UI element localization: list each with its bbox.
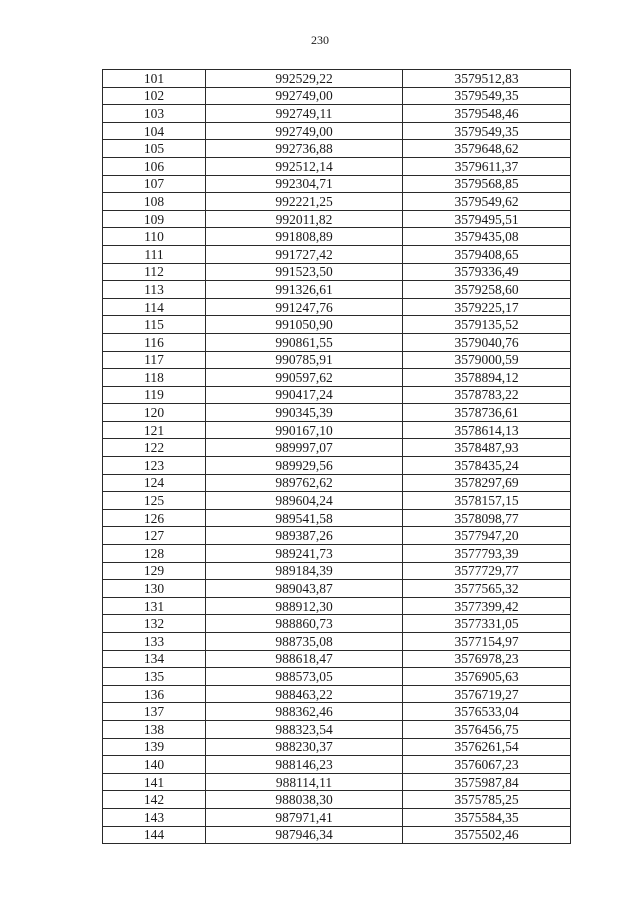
point-number-cell: 108 bbox=[103, 193, 206, 211]
point-number-cell: 131 bbox=[103, 597, 206, 615]
y-coordinate-cell: 3575502,46 bbox=[403, 826, 571, 844]
x-coordinate-cell: 987946,34 bbox=[206, 826, 403, 844]
point-number-cell: 116 bbox=[103, 333, 206, 351]
x-coordinate-cell: 988362,46 bbox=[206, 703, 403, 721]
table-row bbox=[103, 421, 571, 439]
coordinates-table-body bbox=[103, 70, 571, 844]
y-coordinate-cell: 3579568,85 bbox=[403, 175, 571, 193]
table-row bbox=[103, 386, 571, 404]
table-row bbox=[103, 351, 571, 369]
y-coordinate-cell: 3577331,05 bbox=[403, 615, 571, 633]
y-coordinate-cell: 3579225,17 bbox=[403, 298, 571, 316]
point-number-cell: 125 bbox=[103, 492, 206, 510]
table-row bbox=[103, 545, 571, 563]
x-coordinate-cell: 988912,30 bbox=[206, 597, 403, 615]
point-number-cell: 124 bbox=[103, 474, 206, 492]
table-row bbox=[103, 457, 571, 475]
table-row bbox=[103, 210, 571, 228]
table-row bbox=[103, 298, 571, 316]
y-coordinate-cell: 3579135,52 bbox=[403, 316, 571, 334]
y-coordinate-cell: 3579648,62 bbox=[403, 140, 571, 158]
point-number-cell: 137 bbox=[103, 703, 206, 721]
y-coordinate-cell: 3576261,54 bbox=[403, 738, 571, 756]
x-coordinate-cell: 991050,90 bbox=[206, 316, 403, 334]
point-number-cell: 118 bbox=[103, 369, 206, 387]
point-number-cell: 135 bbox=[103, 668, 206, 686]
table-row bbox=[103, 720, 571, 738]
x-coordinate-cell: 988146,23 bbox=[206, 756, 403, 774]
table-row bbox=[103, 738, 571, 756]
x-coordinate-cell: 988230,37 bbox=[206, 738, 403, 756]
table-row bbox=[103, 756, 571, 774]
y-coordinate-cell: 3579549,62 bbox=[403, 193, 571, 211]
point-number-cell: 128 bbox=[103, 545, 206, 563]
table-row bbox=[103, 122, 571, 140]
x-coordinate-cell: 990785,91 bbox=[206, 351, 403, 369]
point-number-cell: 109 bbox=[103, 210, 206, 228]
table-row bbox=[103, 527, 571, 545]
y-coordinate-cell: 3579408,65 bbox=[403, 245, 571, 263]
table-row bbox=[103, 597, 571, 615]
table-row bbox=[103, 668, 571, 686]
y-coordinate-cell: 3579512,83 bbox=[403, 70, 571, 88]
point-number-cell: 130 bbox=[103, 580, 206, 598]
x-coordinate-cell: 989387,26 bbox=[206, 527, 403, 545]
y-coordinate-cell: 3578435,24 bbox=[403, 457, 571, 475]
x-coordinate-cell: 988463,22 bbox=[206, 685, 403, 703]
y-coordinate-cell: 3576719,27 bbox=[403, 685, 571, 703]
point-number-cell: 133 bbox=[103, 633, 206, 651]
x-coordinate-cell: 988323,54 bbox=[206, 720, 403, 738]
point-number-cell: 138 bbox=[103, 720, 206, 738]
point-number-cell: 134 bbox=[103, 650, 206, 668]
y-coordinate-cell: 3578894,12 bbox=[403, 369, 571, 387]
point-number-cell: 123 bbox=[103, 457, 206, 475]
x-coordinate-cell: 991808,89 bbox=[206, 228, 403, 246]
y-coordinate-cell: 3578487,93 bbox=[403, 439, 571, 457]
table-row bbox=[103, 404, 571, 422]
x-coordinate-cell: 990417,24 bbox=[206, 386, 403, 404]
point-number-cell: 104 bbox=[103, 122, 206, 140]
point-number-cell: 142 bbox=[103, 791, 206, 809]
table-row bbox=[103, 509, 571, 527]
table-row bbox=[103, 175, 571, 193]
table-row bbox=[103, 580, 571, 598]
point-number-cell: 101 bbox=[103, 70, 206, 88]
point-number-cell: 122 bbox=[103, 439, 206, 457]
page-number: 230 bbox=[311, 33, 329, 47]
y-coordinate-cell: 3576067,23 bbox=[403, 756, 571, 774]
x-coordinate-cell: 988618,47 bbox=[206, 650, 403, 668]
y-coordinate-cell: 3578736,61 bbox=[403, 404, 571, 422]
point-number-cell: 115 bbox=[103, 316, 206, 334]
x-coordinate-cell: 992512,14 bbox=[206, 157, 403, 175]
y-coordinate-cell: 3577793,39 bbox=[403, 545, 571, 563]
y-coordinate-cell: 3579336,49 bbox=[403, 263, 571, 281]
point-number-cell: 132 bbox=[103, 615, 206, 633]
table-row bbox=[103, 474, 571, 492]
table-row bbox=[103, 245, 571, 263]
x-coordinate-cell: 992749,11 bbox=[206, 105, 403, 123]
point-number-cell: 105 bbox=[103, 140, 206, 158]
y-coordinate-cell: 3579040,76 bbox=[403, 333, 571, 351]
x-coordinate-cell: 988573,05 bbox=[206, 668, 403, 686]
point-number-cell: 140 bbox=[103, 756, 206, 774]
point-number-cell: 103 bbox=[103, 105, 206, 123]
x-coordinate-cell: 988860,73 bbox=[206, 615, 403, 633]
y-coordinate-cell: 3579435,08 bbox=[403, 228, 571, 246]
x-coordinate-cell: 991727,42 bbox=[206, 245, 403, 263]
point-number-cell: 111 bbox=[103, 245, 206, 263]
table-row bbox=[103, 157, 571, 175]
x-coordinate-cell: 992529,22 bbox=[206, 70, 403, 88]
y-coordinate-cell: 3577565,32 bbox=[403, 580, 571, 598]
y-coordinate-cell: 3576456,75 bbox=[403, 720, 571, 738]
point-number-cell: 119 bbox=[103, 386, 206, 404]
table-row bbox=[103, 281, 571, 299]
y-coordinate-cell: 3578783,22 bbox=[403, 386, 571, 404]
x-coordinate-cell: 991326,61 bbox=[206, 281, 403, 299]
x-coordinate-cell: 990597,62 bbox=[206, 369, 403, 387]
table-row bbox=[103, 492, 571, 510]
y-coordinate-cell: 3577729,77 bbox=[403, 562, 571, 580]
point-number-cell: 129 bbox=[103, 562, 206, 580]
y-coordinate-cell: 3576533,04 bbox=[403, 703, 571, 721]
y-coordinate-cell: 3579258,60 bbox=[403, 281, 571, 299]
point-number-cell: 112 bbox=[103, 263, 206, 281]
y-coordinate-cell: 3577154,97 bbox=[403, 633, 571, 651]
x-coordinate-cell: 989604,24 bbox=[206, 492, 403, 510]
y-coordinate-cell: 3577947,20 bbox=[403, 527, 571, 545]
x-coordinate-cell: 989997,07 bbox=[206, 439, 403, 457]
x-coordinate-cell: 990167,10 bbox=[206, 421, 403, 439]
x-coordinate-cell: 990345,39 bbox=[206, 404, 403, 422]
x-coordinate-cell: 991523,50 bbox=[206, 263, 403, 281]
point-number-cell: 144 bbox=[103, 826, 206, 844]
y-coordinate-cell: 3576905,63 bbox=[403, 668, 571, 686]
point-number-cell: 110 bbox=[103, 228, 206, 246]
table-row bbox=[103, 773, 571, 791]
x-coordinate-cell: 989241,73 bbox=[206, 545, 403, 563]
table-row bbox=[103, 808, 571, 826]
point-number-cell: 121 bbox=[103, 421, 206, 439]
table-row bbox=[103, 369, 571, 387]
y-coordinate-cell: 3579495,51 bbox=[403, 210, 571, 228]
y-coordinate-cell: 3579549,35 bbox=[403, 122, 571, 140]
x-coordinate-cell: 988038,30 bbox=[206, 791, 403, 809]
point-number-cell: 106 bbox=[103, 157, 206, 175]
table-row bbox=[103, 439, 571, 457]
x-coordinate-cell: 992221,25 bbox=[206, 193, 403, 211]
point-number-cell: 102 bbox=[103, 87, 206, 105]
x-coordinate-cell: 992749,00 bbox=[206, 87, 403, 105]
point-number-cell: 141 bbox=[103, 773, 206, 791]
table-row bbox=[103, 791, 571, 809]
point-number-cell: 107 bbox=[103, 175, 206, 193]
table-row bbox=[103, 70, 571, 88]
table-row bbox=[103, 263, 571, 281]
table-row bbox=[103, 193, 571, 211]
x-coordinate-cell: 988735,08 bbox=[206, 633, 403, 651]
table-row bbox=[103, 826, 571, 844]
x-coordinate-cell: 988114,11 bbox=[206, 773, 403, 791]
y-coordinate-cell: 3575584,35 bbox=[403, 808, 571, 826]
point-number-cell: 139 bbox=[103, 738, 206, 756]
y-coordinate-cell: 3578157,15 bbox=[403, 492, 571, 510]
table-row bbox=[103, 140, 571, 158]
x-coordinate-cell: 989929,56 bbox=[206, 457, 403, 475]
y-coordinate-cell: 3579549,35 bbox=[403, 87, 571, 105]
y-coordinate-cell: 3576978,23 bbox=[403, 650, 571, 668]
coordinates-table bbox=[102, 69, 571, 844]
table-row bbox=[103, 228, 571, 246]
point-number-cell: 120 bbox=[103, 404, 206, 422]
x-coordinate-cell: 992736,88 bbox=[206, 140, 403, 158]
table-row bbox=[103, 650, 571, 668]
y-coordinate-cell: 3577399,42 bbox=[403, 597, 571, 615]
point-number-cell: 126 bbox=[103, 509, 206, 527]
table-row bbox=[103, 105, 571, 123]
x-coordinate-cell: 989541,58 bbox=[206, 509, 403, 527]
y-coordinate-cell: 3575785,25 bbox=[403, 791, 571, 809]
table-row bbox=[103, 316, 571, 334]
table-row bbox=[103, 633, 571, 651]
point-number-cell: 143 bbox=[103, 808, 206, 826]
point-number-cell: 113 bbox=[103, 281, 206, 299]
x-coordinate-cell: 991247,76 bbox=[206, 298, 403, 316]
point-number-cell: 117 bbox=[103, 351, 206, 369]
table-row bbox=[103, 685, 571, 703]
x-coordinate-cell: 989184,39 bbox=[206, 562, 403, 580]
x-coordinate-cell: 987971,41 bbox=[206, 808, 403, 826]
y-coordinate-cell: 3579548,46 bbox=[403, 105, 571, 123]
x-coordinate-cell: 989762,62 bbox=[206, 474, 403, 492]
y-coordinate-cell: 3578297,69 bbox=[403, 474, 571, 492]
y-coordinate-cell: 3575987,84 bbox=[403, 773, 571, 791]
y-coordinate-cell: 3578098,77 bbox=[403, 509, 571, 527]
y-coordinate-cell: 3579000,59 bbox=[403, 351, 571, 369]
x-coordinate-cell: 992749,00 bbox=[206, 122, 403, 140]
x-coordinate-cell: 989043,87 bbox=[206, 580, 403, 598]
table-row bbox=[103, 562, 571, 580]
y-coordinate-cell: 3579611,37 bbox=[403, 157, 571, 175]
x-coordinate-cell: 990861,55 bbox=[206, 333, 403, 351]
table-row bbox=[103, 703, 571, 721]
y-coordinate-cell: 3578614,13 bbox=[403, 421, 571, 439]
x-coordinate-cell: 992011,82 bbox=[206, 210, 403, 228]
point-number-cell: 136 bbox=[103, 685, 206, 703]
point-number-cell: 114 bbox=[103, 298, 206, 316]
table-row bbox=[103, 333, 571, 351]
point-number-cell: 127 bbox=[103, 527, 206, 545]
table-row bbox=[103, 615, 571, 633]
table-row bbox=[103, 87, 571, 105]
x-coordinate-cell: 992304,71 bbox=[206, 175, 403, 193]
